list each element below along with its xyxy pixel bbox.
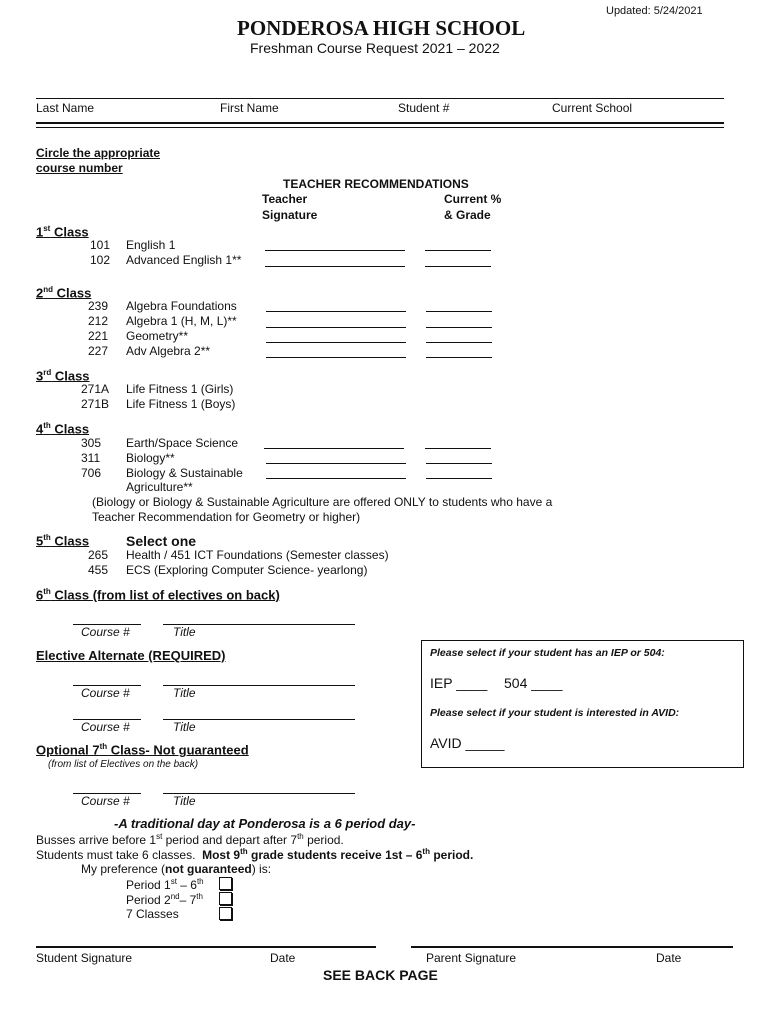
updated-date: Updated: 5/24/2021 bbox=[606, 5, 703, 17]
form-subtitle: Freshman Course Request 2021 – 2022 bbox=[250, 40, 500, 56]
period-2-7-checkbox[interactable] bbox=[219, 891, 232, 905]
course-number[interactable]: 265 bbox=[88, 548, 109, 562]
title-label: Title bbox=[173, 686, 196, 700]
select-one: Select one bbox=[126, 533, 197, 549]
student-number-label: Student # bbox=[398, 101, 450, 115]
optional-7th-heading: Optional 7th Class- Not guaranteed bbox=[36, 742, 249, 758]
avid-prompt: Please select if your student is interested in AVID: bbox=[430, 707, 680, 719]
teacher-signature-line[interactable] bbox=[266, 463, 406, 464]
busses-note: Busses arrive before 1st period and depart after 7th period. bbox=[36, 832, 344, 847]
grade-line[interactable] bbox=[426, 357, 492, 358]
class1-heading: 1st Class bbox=[36, 224, 89, 240]
current-school-label: Current School bbox=[552, 101, 633, 115]
course-label: Course # bbox=[81, 686, 130, 700]
parent-signature-line[interactable] bbox=[411, 946, 733, 948]
course-number[interactable]: 271A bbox=[81, 382, 110, 396]
option-label: Period 1st – 6th bbox=[126, 877, 204, 892]
teacher-signature-line[interactable] bbox=[264, 448, 404, 449]
course-label: Course # bbox=[81, 625, 130, 639]
class2-heading: 2nd Class bbox=[36, 285, 92, 301]
teacher-signature-line[interactable] bbox=[266, 357, 406, 358]
student-signature-line[interactable] bbox=[36, 946, 376, 948]
teacher-signature-line[interactable] bbox=[265, 266, 405, 267]
teacher-signature-line[interactable] bbox=[266, 342, 406, 343]
course-number[interactable]: 101 bbox=[90, 238, 111, 252]
optional-7th-sub: (from list of Electives on the back) bbox=[48, 759, 199, 770]
grade-line[interactable] bbox=[426, 478, 492, 479]
course-number[interactable]: 102 bbox=[90, 253, 111, 267]
biology-note: (Biology or Biology & Sustainable Agriculture are offered ONLY to students who have a bbox=[92, 495, 553, 509]
course-number[interactable]: 706 bbox=[81, 466, 102, 480]
preference-label: My preference (not guaranteed) is: bbox=[81, 862, 272, 876]
seven-classes-checkbox[interactable] bbox=[219, 906, 232, 920]
course-name: Algebra 1 (H, M, L)** bbox=[126, 314, 237, 328]
first-name-label: First Name bbox=[220, 101, 279, 115]
504-field[interactable]: 504 ____ bbox=[504, 675, 563, 691]
grade-line[interactable] bbox=[426, 342, 492, 343]
circle-instruction: Circle the appropriate bbox=[36, 146, 161, 160]
class5-heading: 5th Class bbox=[36, 533, 90, 549]
school-title: PONDEROSA HIGH SCHOOL bbox=[237, 16, 526, 40]
course-name: Earth/Space Science bbox=[126, 436, 239, 450]
course-name: Biology & Sustainable bbox=[126, 466, 243, 480]
course-label: Course # bbox=[81, 794, 130, 808]
option-label: 7 Classes bbox=[126, 907, 179, 921]
grade-line[interactable] bbox=[426, 327, 492, 328]
student-signature-label: Student Signature bbox=[36, 951, 133, 965]
teacher-col: Teacher bbox=[262, 192, 308, 206]
title-label: Title bbox=[173, 720, 196, 734]
classes-note: Students must take 6 classes. Most 9th grade students receive 1st – 6th period. bbox=[36, 847, 474, 862]
course-number[interactable]: 305 bbox=[81, 436, 102, 450]
grade-col: & Grade bbox=[444, 208, 491, 222]
course-number[interactable]: 212 bbox=[88, 314, 109, 328]
course-name: Algebra Foundations bbox=[126, 299, 237, 313]
course-label: Course # bbox=[81, 720, 130, 734]
course-name: Life Fitness 1 (Boys) bbox=[126, 397, 236, 411]
course-name: Adv Algebra 2** bbox=[126, 344, 211, 358]
course-name: English 1 bbox=[126, 238, 176, 252]
course-number[interactable]: 311 bbox=[81, 451, 101, 465]
grade-line[interactable] bbox=[425, 250, 491, 251]
class6-heading: 6th Class (from list of electives on back) bbox=[36, 587, 280, 603]
course-name: Health / 451 ICT Foundations (Semester classes) bbox=[126, 548, 389, 562]
course-number[interactable]: 221 bbox=[88, 329, 109, 343]
last-name-label: Last Name bbox=[36, 101, 95, 115]
avid-field[interactable]: AVID _____ bbox=[430, 735, 505, 751]
course-number[interactable]: 455 bbox=[88, 563, 109, 577]
teacher-signature-line[interactable] bbox=[265, 250, 405, 251]
see-back-page: SEE BACK PAGE bbox=[323, 967, 438, 983]
course-number[interactable]: 271B bbox=[81, 397, 110, 411]
current-percent-col: Current % bbox=[444, 192, 502, 206]
title-label: Title bbox=[173, 625, 196, 639]
course-name: Advanced English 1** bbox=[126, 253, 242, 267]
grade-line[interactable] bbox=[426, 311, 492, 312]
grade-line[interactable] bbox=[425, 448, 491, 449]
divider bbox=[36, 127, 724, 128]
biology-note-2: Teacher Recommendation for Geometry or higher) bbox=[92, 510, 361, 524]
class4-heading: 4th Class bbox=[36, 421, 90, 437]
course-number[interactable]: 239 bbox=[88, 299, 109, 313]
course-name: Geometry** bbox=[126, 329, 189, 343]
course-name: Biology** bbox=[126, 451, 175, 465]
grade-line[interactable] bbox=[425, 266, 491, 267]
option-label: Period 2nd– 7th bbox=[126, 892, 203, 907]
parent-signature-label: Parent Signature bbox=[426, 951, 517, 965]
elective-alternate-heading: Elective Alternate (REQUIRED) bbox=[36, 648, 226, 663]
grade-line[interactable] bbox=[426, 463, 492, 464]
course-name-cont: Agriculture** bbox=[126, 480, 193, 494]
circle-instruction-2: course number bbox=[36, 161, 123, 175]
parent-date-label: Date bbox=[656, 951, 682, 965]
title-label: Title bbox=[173, 794, 196, 808]
student-date-label: Date bbox=[270, 951, 296, 965]
class6-sub: (from list of electives on back) bbox=[92, 587, 280, 603]
period-1-6-checkbox[interactable] bbox=[219, 876, 232, 890]
signature-col: Signature bbox=[262, 208, 318, 222]
iep-field[interactable]: IEP ____ bbox=[430, 675, 488, 691]
name-line[interactable] bbox=[36, 98, 724, 99]
teacher-signature-line[interactable] bbox=[266, 478, 406, 479]
traditional-day: -A traditional day at Ponderosa is a 6 period day- bbox=[114, 816, 416, 831]
course-number[interactable]: 227 bbox=[88, 344, 109, 358]
course-name: ECS (Exploring Computer Science- yearlong) bbox=[126, 563, 368, 577]
course-name: Life Fitness 1 (Girls) bbox=[126, 382, 234, 396]
iep-prompt: Please select if your student has an IEP or 504: bbox=[430, 647, 665, 659]
teacher-rec-heading: TEACHER RECOMMENDATIONS bbox=[283, 177, 469, 191]
divider bbox=[36, 122, 724, 124]
teacher-signature-line[interactable] bbox=[266, 327, 406, 328]
class3-heading: 3rd Class bbox=[36, 368, 90, 384]
teacher-signature-line[interactable] bbox=[266, 311, 406, 312]
